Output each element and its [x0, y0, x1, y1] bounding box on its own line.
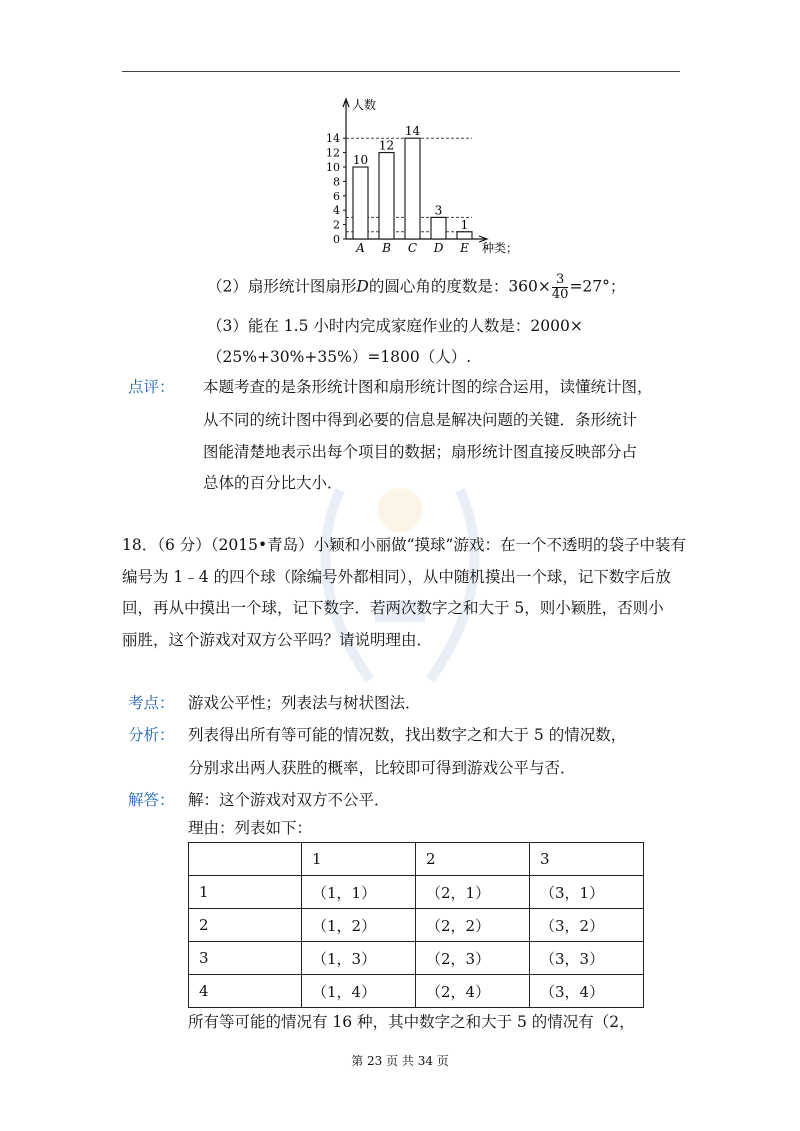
q18-line-3: 回，再从中摸出一个球，记下数字．若两次数字之和大于 5，则小颖胜，否则小: [122, 599, 664, 617]
part2-middle: 的圆心角的度数是：360×: [368, 277, 551, 296]
y-tick-label: 2: [333, 218, 340, 232]
table-cell: （1，1）: [302, 876, 416, 909]
y-tick-label: 14: [326, 132, 340, 146]
bar-data-label: 10: [352, 153, 369, 167]
part2-suffix: =27°；: [569, 277, 626, 296]
table-cell: （2，3）: [416, 942, 530, 975]
comment-label: 点评：: [128, 378, 175, 396]
q18-line-4: 丽胜，这个游戏对双方公平吗？请说明理由．: [122, 631, 433, 649]
q18-line-1: 18．（6 分）（2015•青岛）小颖和小丽做“摸球”游戏：在一个不透明的袋子中装有: [122, 536, 686, 554]
table-cell: [189, 843, 302, 876]
category-label: C: [407, 241, 418, 255]
category-label: B: [382, 241, 391, 255]
table-cell: （3，1）: [530, 876, 644, 909]
table-row: [189, 942, 644, 975]
comment-line-4: 总体的百分比大小．: [203, 474, 343, 492]
comment-line-1: 本题考查的是条形统计图和扇形统计图的综合运用，读懂统计图，: [203, 378, 653, 396]
bar: [431, 217, 446, 239]
table-cell: 2: [416, 843, 530, 876]
table-row: [189, 876, 644, 909]
table-cell: （2，2）: [416, 909, 530, 942]
bar-data-label: 1: [460, 217, 469, 232]
y-tick-label: 10: [326, 161, 340, 174]
part3-line1: （3）能在 1.5 小时内完成家庭作业的人数是：2000×: [207, 317, 583, 335]
y-tick-label: 8: [333, 175, 340, 189]
comment-line-2: 从不同的统计图中得到必要的信息是解决问题的关键．条形统计: [203, 411, 638, 429]
table-cell: （3，2）: [530, 909, 644, 942]
bar: [379, 153, 394, 239]
fraction-numerator: 3: [552, 273, 569, 288]
table-row: [189, 909, 644, 942]
bar-chart: [322, 95, 582, 265]
y-tick-label: 4: [333, 204, 340, 218]
bar-data-label: 12: [378, 138, 395, 153]
part2-letter: D: [356, 277, 369, 296]
jieda-line-2: 理由：列表如下：: [188, 819, 313, 837]
table-cell: 1: [302, 843, 416, 876]
table-cell: （1，4）: [302, 975, 416, 1008]
table-header-row: [189, 843, 644, 876]
fenxi-label: 分析：: [128, 726, 175, 744]
table-cell: 3: [189, 942, 302, 975]
fenxi-line-1: 列表得出所有等可能的情况数，找出数字之和大于 5 的情况数，: [188, 726, 627, 744]
table-cell: （3，3）: [530, 942, 644, 975]
x-axis-label: 种类；: [482, 241, 519, 255]
part2-prefix: （2）扇形统计图扇形: [207, 277, 357, 296]
category-label: A: [356, 241, 365, 255]
jieda-line-1: 解：这个游戏对双方不公平．: [188, 791, 390, 809]
table-cell: 3: [530, 843, 644, 876]
comment-line-3: 图能清楚地表示出每个项目的数据；扇形统计图直接反映部分占: [203, 443, 638, 461]
category-label: E: [460, 241, 469, 255]
table-row: [189, 975, 644, 1008]
jieda-label: 解答：: [128, 791, 175, 809]
part3-line2: （25%+30%+35%）=1800（人）.: [207, 348, 472, 366]
header-rule: [122, 71, 680, 72]
kaodian-text: 游戏公平性；列表法与树状图法．: [188, 694, 421, 712]
table-cell: （3，4）: [530, 975, 644, 1008]
page-footer: 第 23 页 共 34 页: [351, 1054, 449, 1068]
kaodian-label: 考点：: [128, 694, 175, 712]
after-table-line: 所有等可能的情况有 16 种，其中数字之和大于 5 的情况有（2，: [188, 1013, 635, 1031]
fraction: [552, 273, 569, 302]
bar: [457, 232, 472, 239]
part2-line: [207, 273, 625, 302]
q18-line-2: 编号为 1﹣4 的四个球（除编号外都相同），从中随机摸出一个球，记下数字后放: [122, 568, 671, 586]
table-cell: （2，1）: [416, 876, 530, 909]
y-tick-label: 6: [333, 189, 340, 203]
bar: [405, 138, 420, 239]
fenxi-line-2: 分别求出两人获胜的概率，比较即可得到游戏公平与否．: [188, 759, 576, 777]
bar-data-label: 14: [404, 124, 421, 139]
bar: [353, 167, 368, 239]
fraction-denominator: 40: [551, 287, 569, 302]
bar-data-label: 3: [434, 203, 443, 218]
table-cell: （2，4）: [416, 975, 530, 1008]
y-axis-label: 人数: [352, 98, 377, 112]
category-label: D: [433, 241, 444, 255]
y-tick-label: 0: [333, 233, 340, 246]
table-cell: 1: [189, 876, 302, 909]
table-cell: （1，3）: [302, 942, 416, 975]
outcome-table: [188, 842, 644, 1008]
table-cell: （1，2）: [302, 909, 416, 942]
y-tick-label: 12: [326, 146, 340, 160]
table-cell: 2: [189, 909, 302, 942]
table-cell: 4: [189, 975, 302, 1008]
